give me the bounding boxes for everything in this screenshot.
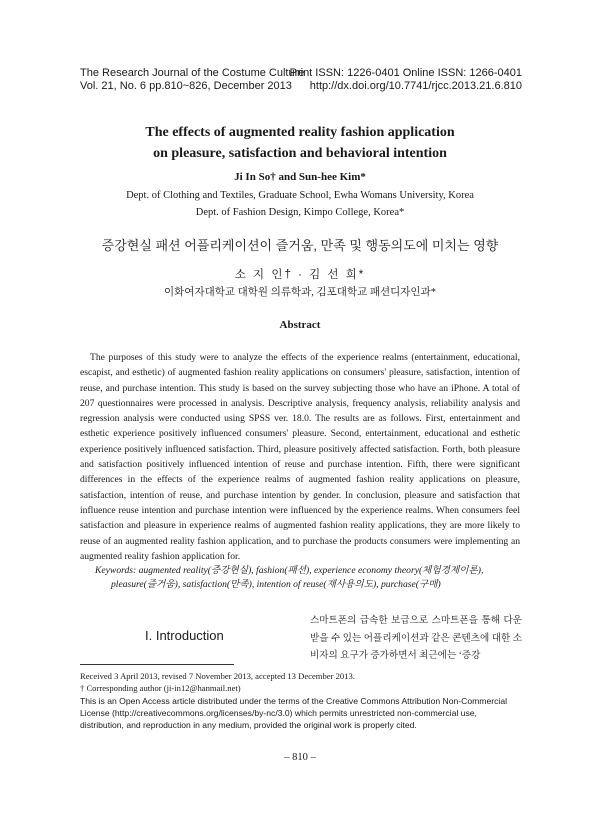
keywords-text: augmented reality(증강현실), fashion(패션), experience economy theory(체험경제이론), pleasure(즐거움), satisfaction(만족), intention of reuse(재사용의도), purchase(구매): [111, 565, 484, 590]
korean-title: 증강현실 패션 어플리케이션이 즐거움, 만족 및 행동의도에 미치는 영향: [101, 238, 499, 253]
journal-volume: Vol. 21, No. 6 pp.810~826, December 2013: [80, 80, 292, 92]
abstract-heading: Abstract: [279, 319, 321, 331]
intro-text: 스마트폰의 급속한 보급으로 스마트폰을 통해 다운받을 수 있는 어플리케이션과 같은 콘텐츠에 대한 소비자의 요구가 증가하면서 최근에는 ‘증강: [310, 615, 522, 662]
paper-title: [60, 122, 540, 164]
paper-title-line2: on pleasure, satisfaction and behavioral intention: [153, 146, 447, 161]
journal-name: The Research Journal of the Costume Culture: [80, 67, 305, 79]
affiliation-1: Dept. of Clothing and Textiles, Graduate School, Ewha Womans University, Korea: [126, 190, 474, 201]
authors: Ji In So† and Sun-hee Kim*: [234, 171, 366, 183]
paper-title-line1: The effects of augmented reality fashion application: [145, 125, 455, 140]
korean-authors: 소 지 인† · 김 선 희*: [234, 269, 366, 281]
keywords: [95, 564, 520, 592]
doi-link[interactable]: http://dx.doi.org/10.7741/rjcc.2013.21.6.810: [309, 80, 522, 92]
journal-header-right: [290, 67, 522, 93]
license-note: This is an Open Access article distributed under the terms of the Creative Commons Attribution Non-Commercial License (http://creativecommons.org/licenses/by-nc/3.0) which permits unrestricted non-commercial use, distribution, and reproduction in any medium, provided the original work is properly cited.: [80, 695, 508, 731]
footnote-divider: [80, 664, 234, 665]
keywords-label: Keywords:: [95, 565, 137, 576]
footnotes: [80, 670, 522, 731]
affiliation-2: Dept. of Fashion Design, Kimpo College, Korea*: [195, 207, 405, 218]
received-dates: Received 3 April 2013, revised 7 November 2013, accepted 13 December 2013.: [80, 671, 355, 681]
issn: Print ISSN: 1226-0401 Online ISSN: 1266-0401: [289, 67, 522, 79]
journal-header-left: [80, 67, 304, 93]
abstract-body: The purposes of this study were to analyze the effects of the experience realms (entertainment, educational, escapist, and esthetic) of augmented fashion reality applications on consumers' pleasure, satisfaction, intention of reuse, and purchase intention. This study is based on the survey subjecting those who have an iPhone. A total of 207 questionnaires were processed in analysis. Descriptive analysis, frequency analysis, reliability analysis and regression analysis were conducted using SPSS ver. 18.0. The results are as follows. First, entertainment and esthetic experience positively influenced consumers' pleasure. Second, entertainment, educational and esthetic experience positively influenced satisfaction. Third, pleasure positively affected satisfaction. Forth, both pleasure and satisfaction positively influenced intention of reuse and purchase intention. Fifth, there were significant differences in the effects of the experience realms of augmented fashion reality applications on pleasure, satisfaction, intention of reuse, and purchase intention by gender. In conclusion, pleasure and satisfaction that influence reuse intention and purchase intention were influenced by the experience realms. When consumers feel satisfaction and pleasure in experience realms of augmented fashion reality applications, they are more likely to reuse of an augmented reality fashion application, and to purchase the products consumers were implementing an augmented reality fashion application for.: [80, 352, 520, 562]
section-heading-introduction: I. Introduction: [145, 628, 224, 643]
page-number: – 810 –: [284, 752, 316, 763]
corresponding-author: † Corresponding author (ji-in12@hanmail.net): [80, 683, 241, 694]
korean-affiliation: 이화여자대학교 대학원 의류학과, 김포대학교 패션디자인과*: [164, 287, 436, 298]
